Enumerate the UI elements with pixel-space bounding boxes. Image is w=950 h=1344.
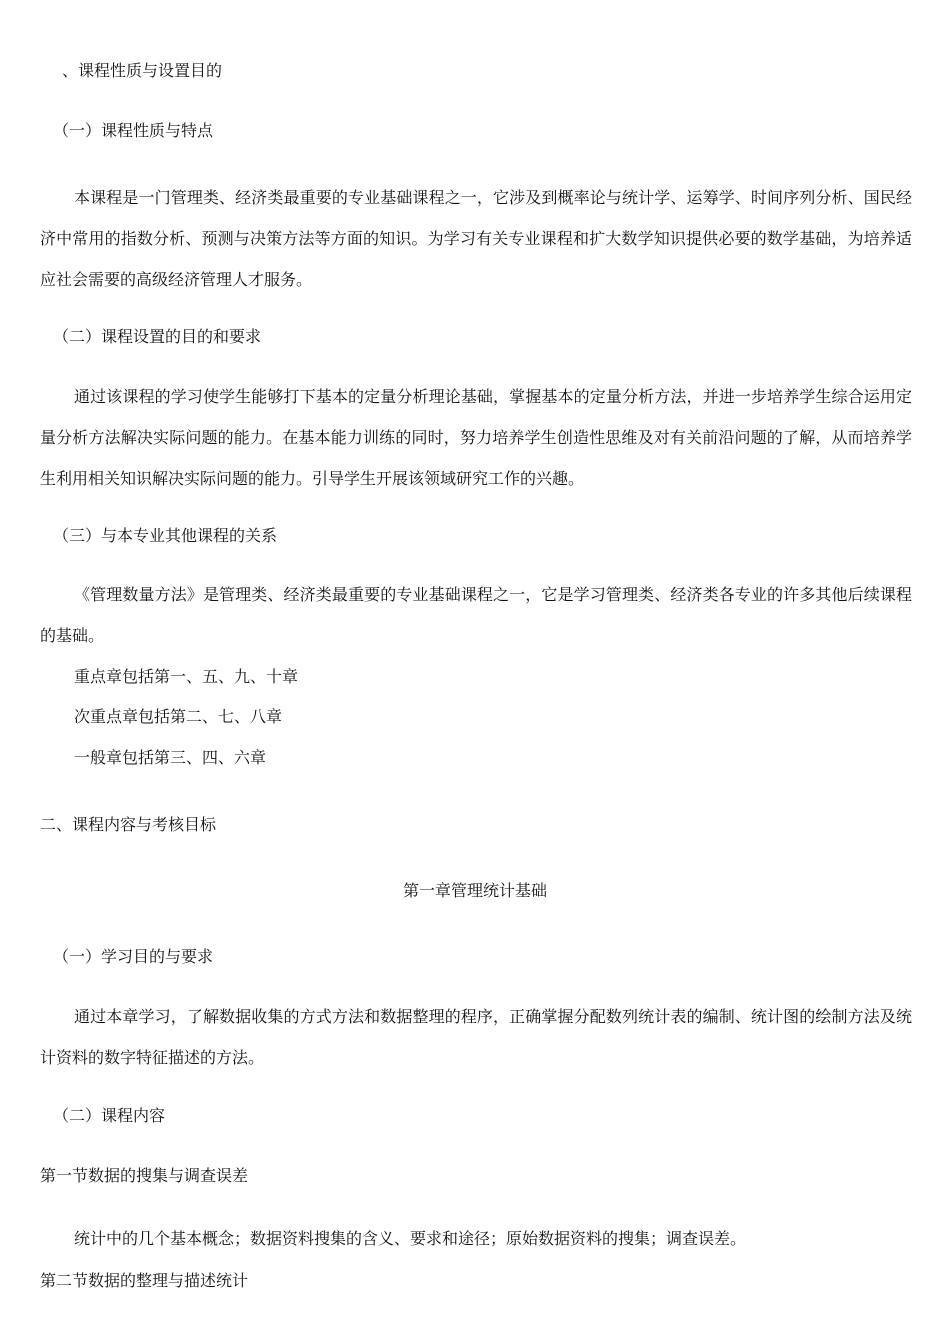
section2-heading: 二、课程内容与考核目标: [40, 815, 217, 834]
chapter1-section1-title: 第一节数据的搜集与调查误差: [40, 1166, 249, 1185]
chapter1-subsection1-heading: （一）学习目的与要求: [53, 947, 214, 966]
key-chapters-line: 重点章包括第一、五、九、十章: [74, 667, 299, 686]
general-chapters-line: 一般章包括第三、四、六章: [74, 748, 267, 767]
secondary-chapters-line: 次重点章包括第二、七、八章: [74, 707, 283, 726]
chapter1-title: 第一章管理统计基础: [402, 881, 547, 900]
subsection2-heading: （二）课程设置的目的和要求: [53, 327, 262, 346]
subsection3-heading: （三）与本专业其他课程的关系: [53, 526, 278, 545]
subsection3-paragraph: 《管理数量方法》是管理类、经济类最重要的专业基础课程之一，它是学习管理类、经济类各专业的许多其他后续课程的基础。: [40, 585, 912, 645]
chapter1-section2-title: 第二节数据的整理与描述统计: [40, 1271, 249, 1290]
chapter1-subsection1-paragraph: 通过本章学习，了解数据收集的方式方法和数据整理的程序，正确掌握分配数列统计表的编制、统计图的绘制方法及统计资料的数字特征描述的方法。: [40, 1007, 912, 1067]
section1-heading: 、课程性质与设置目的: [62, 61, 223, 80]
subsection2-paragraph: 通过该课程的学习使学生能够打下基本的定量分析理论基础，掌握基本的定量分析方法，并进一步培养学生综合运用定量分析方法解决实际问题的能力。在基本能力训练的同时，努力培养学生创造性思维及对有关前沿问题的了解，从而培养学生利用相关知识解决实际问题的能力。引导学生开展该领域研究工作的兴趣。: [40, 387, 912, 488]
chapter1-subsection2-heading: （二）课程内容: [53, 1106, 166, 1125]
subsection1-paragraph: 本课程是一门管理类、经济类最重要的专业基础课程之一，它涉及到概率论与统计学、运筹学、时间序列分析、国民经济中常用的指数分析、预测与决策方法等方面的知识。为学习有关专业课程和扩大数学知识提供必要的数学基础，为培养适应社会需要的高级经济管理人才服务。: [40, 188, 912, 289]
chapter1-section1-paragraph: 统计中的几个基本概念；数据资料搜集的含义、要求和途径；原始数据资料的搜集；调查误差。: [74, 1229, 747, 1248]
subsection1-heading: （一）课程性质与特点: [53, 121, 214, 140]
